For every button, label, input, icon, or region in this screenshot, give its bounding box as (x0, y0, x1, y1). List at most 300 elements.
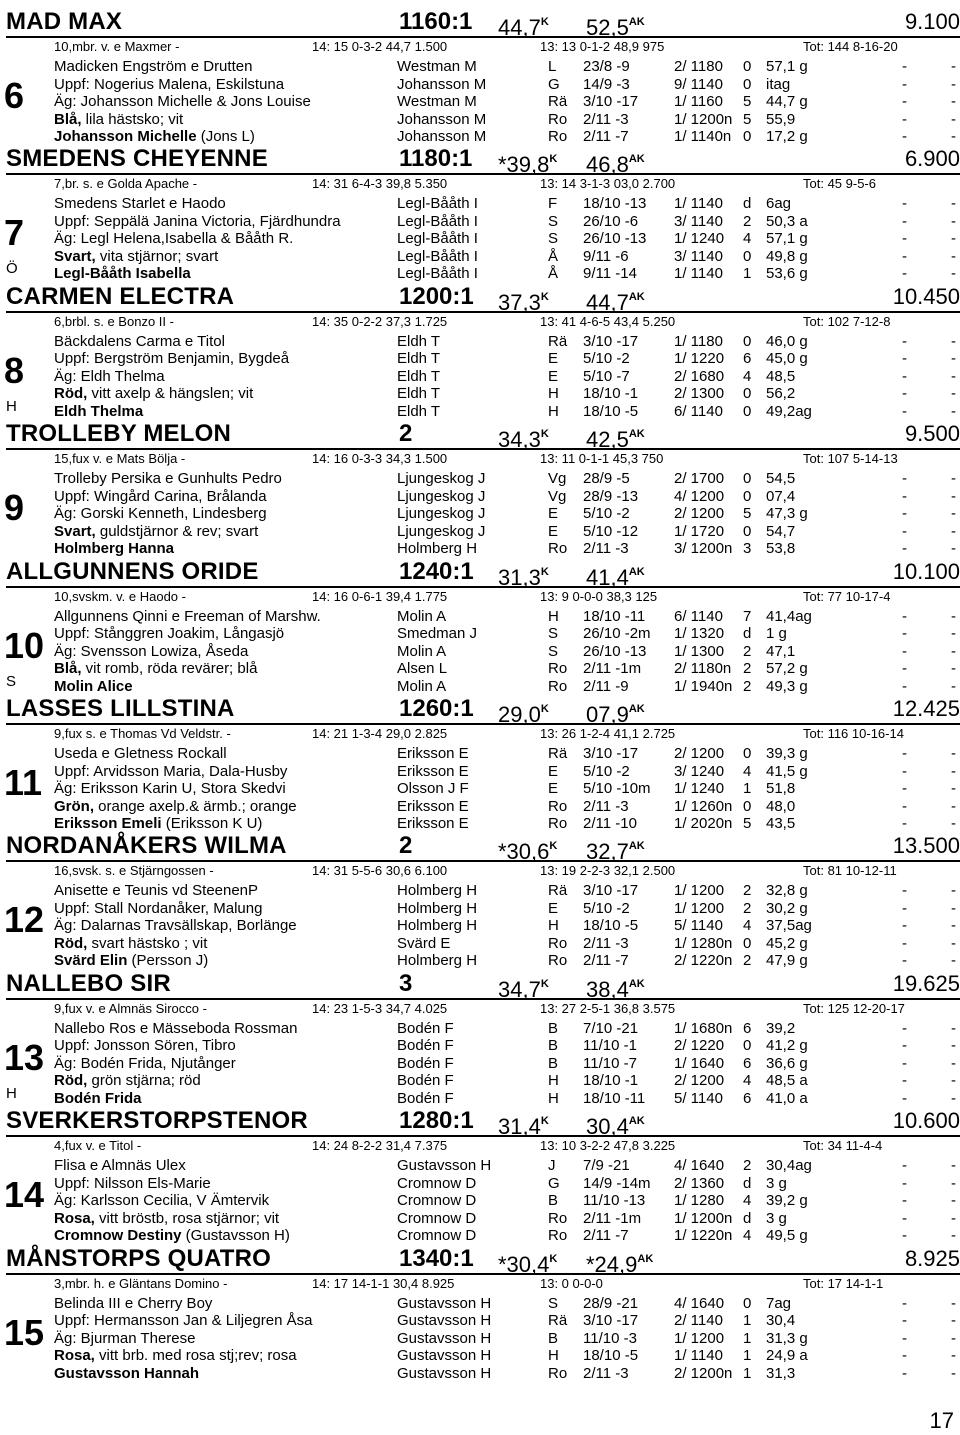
position-distance: 4/ 1640 (674, 1294, 725, 1312)
driver: Legl-Bååth I (397, 247, 478, 265)
position-distance: 2/ 1220n (674, 952, 733, 970)
track: B (548, 1192, 559, 1210)
start-position: 4 (743, 762, 752, 780)
position-distance: 1/ 1200n (674, 1209, 733, 1227)
start-position: 0 (743, 75, 752, 93)
start-row (0, 678, 960, 696)
horse-info (0, 177, 960, 191)
prize-dash: - (951, 607, 956, 625)
driver: Gustavsson H (397, 1329, 492, 1347)
detail-text: Flisa e Almnäs Ulex (54, 1157, 186, 1175)
prize-dash: - (951, 1157, 956, 1175)
driver: Olsson J F (397, 780, 469, 797)
detail-text: (Jons L) (196, 128, 255, 145)
horse-name: SMEDENS CHEYENNE (6, 145, 268, 173)
position-distance: 1/ 1200 (674, 882, 725, 900)
start-row (0, 230, 960, 248)
start-row (0, 505, 960, 523)
driver: Eldh T (397, 332, 441, 350)
odds-ak-value: 42,5 (586, 427, 629, 453)
track: B (548, 1054, 559, 1072)
start-position: 2 (743, 660, 752, 678)
position-distance: 1/ 2020n (674, 815, 733, 832)
start-number: 14 (4, 1174, 45, 1216)
start-number: 11 (4, 762, 43, 803)
detail-text: Uppf: Stånggren Joakim, Långasjö (54, 625, 285, 643)
driver: Holmberg H (397, 540, 478, 558)
odds-k-label: K (549, 840, 558, 853)
km-time: 51,8 (766, 780, 796, 797)
horse-detail-line (54, 93, 394, 111)
horse-header (6, 8, 960, 38)
start-position: 3 (743, 540, 752, 558)
odds-k (498, 1245, 557, 1279)
detail-text: Äg: Dalarnas Travsällskap, Borlänge (54, 917, 297, 935)
driver: Johansson M (397, 110, 487, 128)
horse-description: 9,fux v. e Almnäs Sirocco - (54, 1000, 207, 1016)
prize-dash: - (951, 1227, 956, 1245)
odds-dash: - (902, 745, 907, 762)
start-distance: 1340:1 (399, 1244, 474, 1272)
record-2013: 13: 27 2-5-1 36,8 3.575 (540, 1000, 676, 1016)
track: Rä (548, 93, 568, 110)
record-2014: 14: 17 14-1-1 30,4 8.925 (312, 1275, 455, 1291)
start-row (0, 368, 960, 386)
horse-entry (0, 420, 960, 558)
start-position: 6 (743, 1054, 752, 1072)
start-row (0, 58, 960, 76)
start-number: 6 (4, 75, 25, 116)
start-position: d (743, 195, 752, 213)
position-distance: 1/ 1140n (674, 128, 732, 145)
driver: Gustavsson H (397, 1364, 492, 1382)
record-2013: 13: 14 3-1-3 03,0 2.700 (540, 176, 676, 192)
record-total: Tot: 81 10-12-11 (803, 863, 897, 879)
odds-dash: - (902, 470, 907, 488)
track: E (548, 762, 559, 780)
driver: Molin A (397, 642, 447, 660)
track: H (548, 385, 559, 403)
prize-dash: - (951, 350, 956, 368)
position-distance: 1/ 1220 (674, 350, 725, 368)
position-distance: 1/ 1940n (674, 677, 733, 695)
record-2014: 14: 23 1-5-3 34,7 4.025 (312, 1000, 448, 1016)
odds-k-label: K (549, 1252, 558, 1265)
detail-bold: Blå, (54, 660, 82, 678)
position-distance: 2/ 1300 (674, 385, 725, 403)
prize-dash: - (951, 58, 956, 75)
odds-ak-label: AK (628, 703, 645, 715)
odds-ak (586, 832, 645, 866)
position-distance: 1/ 1320 (674, 625, 725, 643)
km-time: 49,3 g (766, 677, 808, 695)
odds-ak (586, 1245, 653, 1279)
detail-text: (Eriksson K U) (161, 815, 263, 832)
km-time: 1 g (766, 625, 787, 643)
prize-dash: - (951, 505, 956, 523)
start-position: d (743, 625, 752, 643)
detail-bold: Cromnow Destiny (54, 1227, 182, 1245)
driver: Eriksson E (397, 745, 469, 762)
start-distance: 1160:1 (399, 8, 473, 35)
prize-dash: - (951, 1209, 956, 1227)
race-date: 2/11 -3 (583, 797, 629, 815)
odds-dash: - (902, 1037, 907, 1055)
start-distance: 1180:1 (399, 145, 473, 173)
horse-entry (0, 282, 960, 420)
position-distance: 2/ 1200 (674, 745, 725, 762)
horse-entry (0, 1107, 960, 1245)
odds-k-value: 34,7 (498, 976, 541, 1002)
driver: Bodén F (397, 1089, 454, 1107)
race-date: 5/10 -7 (583, 367, 630, 385)
odds-k-value: *30,4 (498, 1251, 550, 1277)
start-position: 2 (743, 952, 752, 970)
prize-dash: - (951, 1329, 956, 1347)
record-2013: 13: 10 3-2-2 47,8 3.225 (540, 1138, 676, 1154)
horse-detail-line (54, 265, 394, 283)
start-position: 0 (743, 402, 752, 420)
odds-k-value: 29,0 (498, 702, 541, 727)
race-date: 2/11 -9 (583, 677, 629, 695)
detail-text: grön stjärna; röd (87, 1072, 201, 1090)
start-row (0, 625, 960, 643)
detail-text: Nallebo Ros e Mässeboda Rossman (54, 1019, 298, 1037)
record-2013: 13: 9 0-0-0 38,3 125 (540, 588, 658, 604)
driver: Westman M (397, 58, 477, 75)
horse-detail-line (54, 917, 394, 935)
start-number: 9 (4, 487, 25, 529)
start-row (0, 1295, 960, 1313)
race-date: 9/11 -14 (583, 265, 637, 283)
km-time: 54,5 (766, 470, 796, 488)
start-row (0, 1055, 960, 1073)
prize-dash: - (951, 402, 956, 420)
km-time: 47,9 g (766, 952, 808, 970)
driver: Molin A (397, 677, 447, 695)
horse-header (6, 145, 960, 178)
prize-dash: - (951, 1294, 956, 1312)
track: H (548, 1089, 559, 1107)
race-date: 18/10 -11 (583, 1089, 646, 1107)
prize-dash: - (951, 1019, 956, 1037)
prize-money: 8.925 (904, 1245, 960, 1271)
prize-dash: - (951, 762, 956, 780)
start-position: 5 (743, 505, 752, 523)
race-date: 9/11 -6 (583, 247, 629, 265)
position-distance: 2/ 1700 (674, 470, 725, 488)
horse-detail-line (54, 1312, 394, 1330)
track: E (548, 899, 559, 917)
odds-dash: - (902, 128, 907, 145)
horse-info (0, 864, 960, 878)
km-time: 41,5 g (766, 762, 808, 780)
track: Ro (548, 1209, 568, 1227)
detail-text: vit romb, röda revärer; blå (81, 660, 258, 678)
race-date: 18/10 -13 (583, 195, 647, 213)
horse-name: SVERKERSTORPSTENOR (6, 1107, 308, 1135)
start-position: 5 (743, 93, 752, 110)
horse-detail-line (54, 333, 394, 351)
odds-ak-value: 07,9 (586, 702, 629, 727)
race-date: 7/10 -21 (583, 1019, 639, 1037)
odds-k (498, 1107, 549, 1141)
detail-text: Uppf: Arvidsson Maria, Dala-Husby (54, 762, 288, 780)
detail-bold: Svart, (54, 247, 96, 265)
horse-header (6, 283, 960, 313)
odds-ak (586, 145, 645, 179)
km-time: 49,2ag (766, 402, 812, 420)
horse-name: LASSES LILLSTINA (6, 695, 235, 722)
race-date: 18/10 -5 (583, 402, 639, 420)
detail-text: (Persson J) (127, 952, 209, 970)
km-time: 24,9 a (766, 1347, 808, 1365)
prize-dash: - (951, 1312, 956, 1330)
record-2013: 13: 0 0-0-0 (540, 1275, 603, 1291)
position-distance: 5/ 1140 (674, 1089, 723, 1107)
prize-dash: - (951, 1037, 956, 1055)
start-position: 0 (743, 1294, 752, 1312)
detail-bold: Eriksson Emeli (54, 815, 162, 832)
horse-info (0, 1002, 960, 1016)
odds-dash: - (902, 1329, 907, 1347)
detail-bold: Bodén Frida (54, 1089, 142, 1107)
detail-bold: Holmberg Hanna (54, 540, 175, 558)
km-time: 44,7 g (766, 93, 808, 110)
start-row (0, 470, 960, 488)
race-date: 11/10 -13 (583, 1192, 646, 1210)
prize-dash: - (951, 1072, 956, 1090)
odds-ak-value: *24,9 (586, 1251, 638, 1277)
race-date: 11/10 -1 (583, 1037, 637, 1055)
odds-dash: - (902, 1192, 907, 1210)
driver: Bodén F (397, 1037, 454, 1055)
horse-detail-line (54, 745, 394, 763)
odds-dash: - (902, 505, 907, 523)
race-date: 3/10 -17 (583, 332, 639, 350)
odds-dash: - (902, 1227, 907, 1245)
detail-text: Useda e Gletness Rockall (54, 745, 227, 762)
km-time: 32,8 g (766, 882, 808, 900)
horse-header (6, 695, 960, 725)
horse-detail-line (54, 403, 394, 421)
prize-dash: - (951, 952, 956, 970)
start-position: 4 (743, 1227, 752, 1245)
horse-header (6, 1245, 960, 1275)
start-row (0, 333, 960, 351)
record-total: Tot: 102 7-12-8 (803, 313, 891, 329)
horse-detail-line (54, 1157, 394, 1175)
odds-k (498, 420, 549, 454)
horse-info (0, 452, 960, 466)
detail-text: svart hästsko ; vit (87, 934, 208, 952)
horse-detail-line (54, 230, 394, 248)
odds-dash: - (902, 607, 907, 625)
prize-dash: - (951, 917, 956, 935)
horse-detail-line (54, 1037, 394, 1055)
odds-k (498, 558, 549, 592)
prize-dash: - (951, 1089, 956, 1107)
track: E (548, 350, 559, 368)
start-row (0, 195, 960, 213)
position-distance: 2/ 1360 (674, 1174, 725, 1192)
track: Ro (548, 110, 568, 128)
track: Vg (548, 470, 567, 488)
horse-description: 6,brbl. s. e Bonzo II - (54, 313, 174, 329)
track: Ro (548, 660, 568, 678)
start-position: 1 (743, 1329, 752, 1347)
km-time: 53,6 g (766, 265, 808, 283)
race-date: 5/10 -10m (583, 780, 651, 797)
detail-text: Äg: Johansson Michelle & Jons Louise (54, 93, 311, 110)
record-2013: 13: 41 4-6-5 43,4 5.250 (540, 313, 676, 329)
start-row (0, 1347, 960, 1365)
horse-name: MAD MAX (6, 8, 123, 35)
detail-text: Äg: Karlsson Cecilia, V Ämtervik (54, 1192, 270, 1210)
km-time: 41,2 g (766, 1037, 808, 1055)
start-position: 1 (743, 1347, 752, 1365)
detail-bold: Röd, (54, 385, 88, 403)
km-time: 3 g (766, 1174, 787, 1192)
prize-money: 10.600 (892, 1108, 960, 1134)
position-distance: 3/ 1200n (674, 540, 733, 558)
horse-detail-line (54, 213, 394, 231)
start-rows (0, 333, 960, 421)
start-position: 0 (743, 470, 752, 488)
race-date: 14/9 -14m (583, 1174, 651, 1192)
record-2014: 14: 16 0-6-1 39,4 1.775 (312, 588, 448, 604)
start-position: 0 (743, 934, 752, 952)
start-row (0, 1175, 960, 1193)
odds-dash: - (902, 1019, 907, 1037)
position-distance: 1/ 1280n (674, 934, 733, 952)
odds-k-value: 44,7 (498, 15, 541, 40)
race-date: 2/11 -3 (583, 934, 629, 952)
detail-text: Uppf: Wingård Carina, Brålanda (54, 487, 267, 505)
prize-dash: - (951, 882, 956, 900)
race-date: 18/10 -11 (583, 607, 646, 625)
track: S (548, 1294, 559, 1312)
prize-dash: - (951, 230, 956, 248)
km-time: 45,0 g (766, 350, 808, 368)
horse-detail-line (54, 505, 394, 523)
start-position: 6 (743, 1019, 752, 1037)
horse-detail-line (54, 900, 394, 918)
odds-k-value: 34,3 (498, 427, 541, 453)
km-time: 6ag (766, 195, 792, 213)
odds-dash: - (902, 1364, 907, 1382)
race-date: 11/10 -3 (583, 1329, 637, 1347)
record-total: Tot: 125 12-20-17 (803, 1000, 905, 1016)
start-position: 0 (743, 1037, 752, 1055)
prize-dash: - (951, 487, 956, 505)
detail-text: Madicken Engström e Drutten (54, 58, 253, 75)
start-position: 0 (743, 247, 752, 265)
prize-dash: - (951, 195, 956, 213)
track: H (548, 402, 559, 420)
odds-dash: - (902, 1209, 907, 1227)
start-row (0, 763, 960, 781)
start-position: 1 (743, 265, 752, 283)
driver: Gustavsson H (397, 1347, 492, 1365)
detail-text: Trolleby Persika e Gunhults Pedro (54, 470, 282, 488)
race-date: 28/9 -5 (583, 470, 630, 488)
track: E (548, 780, 559, 797)
detail-text: (Gustavsson H) (181, 1227, 290, 1245)
driver: Smedman J (397, 625, 478, 643)
driver: Cromnow D (397, 1209, 477, 1227)
horse-name: ALLGUNNENS ORIDE (6, 557, 259, 585)
track: G (548, 75, 560, 93)
horse-entry (0, 969, 960, 1107)
shoe-code: H (6, 397, 17, 415)
track: Ro (548, 1364, 568, 1382)
driver: Gustavsson H (397, 1294, 492, 1312)
record-total: Tot: 116 10-16-14 (803, 726, 904, 741)
odds-dash: - (902, 1157, 907, 1175)
horse-detail-line (54, 76, 394, 94)
race-date: 26/10 -13 (583, 230, 647, 248)
position-distance: 4/ 1200 (674, 487, 725, 505)
detail-bold: Rosa, (54, 1347, 95, 1365)
position-distance: 1/ 1300 (674, 642, 725, 660)
track: Rä (548, 882, 568, 900)
driver: Ljungeskog J (397, 470, 486, 488)
horse-header (6, 1107, 960, 1140)
horse-info (0, 315, 960, 329)
detail-text: Smedens Starlet e Haodo (54, 195, 226, 213)
odds-dash: - (902, 402, 907, 420)
horse-header (6, 558, 960, 588)
detail-bold: Rosa, (54, 1209, 95, 1227)
odds-dash: - (902, 110, 907, 128)
track: Ro (548, 540, 568, 558)
horse-detail-line (54, 1055, 394, 1073)
odds-ak (586, 970, 645, 1004)
position-distance: 6/ 1140 (674, 607, 723, 625)
track: Ro (548, 1227, 568, 1245)
odds-dash: - (902, 93, 907, 110)
odds-ak-label: AK (628, 428, 645, 441)
detail-bold: Molin Alice (54, 677, 133, 695)
position-distance: 2/ 1220 (674, 1037, 725, 1055)
odds-ak (586, 558, 645, 592)
driver: Cromnow D (397, 1174, 477, 1192)
odds-k-value: 31,3 (498, 564, 541, 590)
horse-description: 9,fux s. e Thomas Vd Veldstr. - (54, 726, 231, 741)
start-rows (0, 195, 960, 283)
prize-dash: - (951, 75, 956, 93)
driver: Eldh T (397, 367, 441, 385)
km-time: 39,3 g (766, 745, 808, 762)
odds-ak-label: AK (637, 1252, 654, 1265)
horse-description: 16,svsk. s. e Stjärngossen - (54, 863, 214, 879)
km-time: 48,0 (766, 797, 796, 815)
odds-dash: - (902, 917, 907, 935)
detail-text: Anisette e Teunis vd SteenenP (54, 882, 259, 900)
start-row (0, 900, 960, 918)
start-position: 2 (743, 899, 752, 917)
race-date: 2/11 -1m (583, 660, 642, 678)
track: Ro (548, 128, 568, 145)
odds-dash: - (902, 780, 907, 797)
track: Vg (548, 487, 567, 505)
driver: Ljungeskog J (397, 505, 486, 523)
position-distance: 1/ 1220n (674, 1227, 733, 1245)
detail-text: Äg: Svensson Lowiza, Åseda (54, 642, 249, 660)
start-position: 4 (743, 917, 752, 935)
start-row (0, 1312, 960, 1330)
